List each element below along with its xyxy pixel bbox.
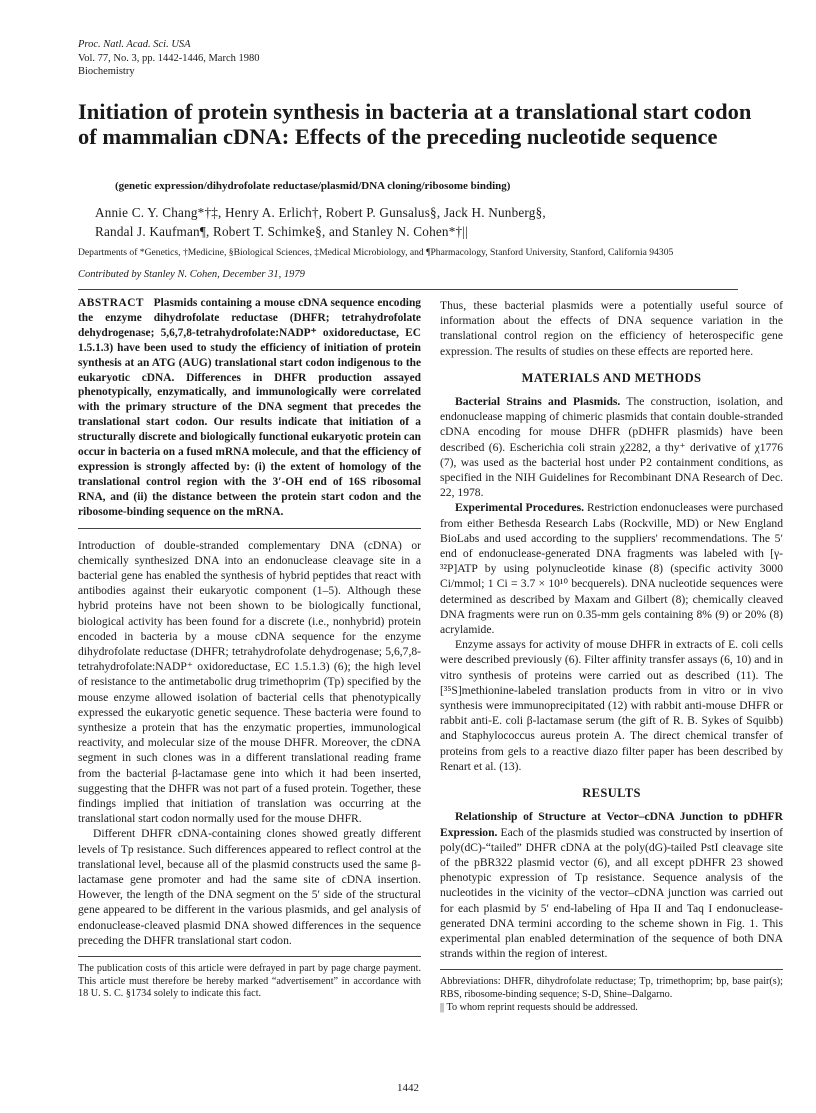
procedures-text: Restriction endonucleases were purchased from either Bethesda Research Labs (Rockville, MD) or New England BioLabs and used according to the suppliers' recommendations. The 5′ end of endonuclease-generated DNA fragments was labeled with [γ-³²P]ATP by using polynucleotide kinase (8) (specific activity 3000 Ci/mmol; 1 Ci = 3.7 × 10¹⁰ becquerels). DNA nucleotide sequences were determined as described by Maxam and Gilbert (8); chemically cleaved DNA fragments were run on 0.35-mm gels containing 8% (9) or 20% (8) acrylamide.: [440, 501, 783, 637]
relationship-subheading: Relationship of Structure at Vector–cDNA Junction to pDHFR Expression.: [440, 810, 783, 839]
journal-volume: Vol. 77, No. 3, pp. 1442-1446, March 1980: [78, 52, 260, 64]
relationship-text: Each of the plasmids studied was constructed by insertion of poly(dC)-“tailed” DHFR cDNA at the poly(dG)-tailed PstI cleavage site of the pBR322 plasmid vector (6), and all except pDHFR 23 showed phenotypic expression of Tp resistance. Sequence analysis of the nucleotides in the vicinity of the vector–cDNA junction was carried out for each plasmid by 5′ end-labeling of Hpa II and Taq I endonuclease-generated DNA termini according to the scheme shown in Fig. 1. This experimental plan enabled determination of the sequence of both DNA strands within the region of interest.: [440, 825, 783, 961]
continued-paragraph: Thus, these bacterial plasmids were a potentially useful source of information about the effects of DNA sequence variation in the translational control region on the efficiency of heterospecific gene expression. The results of studies on these effects are reported here.: [440, 299, 783, 358]
affiliations: Departments of *Genetics, †Medicine, §Biological Sciences, ‡Medical Microbiology, and ¶Pharmacology, Stanford University, Stanford, California 94305: [78, 247, 674, 258]
strains-subheading: Bacterial Strains and Plasmids.: [455, 395, 621, 409]
journal-header: [78, 38, 260, 79]
publication-footnote: The publication costs of this article were defrayed in part by page charge payment. This article must therefore be hereby marked “advertisement” in accordance with 18 U. S. C. §1734 solely to indicate this fact.: [78, 963, 421, 1000]
header-divider: [78, 289, 738, 290]
abstract-divider: [78, 528, 421, 529]
procedures-subheading: Experimental Procedures.: [455, 501, 585, 515]
footnote-divider: [78, 956, 421, 957]
author-line-2: Randal J. Kaufman¶, Robert T. Schimke§, and Stanley N. Cohen*†||: [95, 223, 468, 239]
strains-text: The construction, isolation, and endonuclease mapping of chimeric plasmids that contain double-stranded cDNA encoding for mouse DHFR (pDHFR plasmids) have been described (6). Escherichia coli strain χ2282, a thy⁺ derivative of χ1776 (7), was used as the bacterial host under P2 containment conditions, as specified in the NIH Guidelines for Recombinant DNA Research of Dec. 22, 1978.: [440, 395, 783, 500]
contributed-by: Contributed by Stanley N. Cohen, December 31, 1979: [78, 269, 305, 280]
intro-paragraph-1: Introduction of double-stranded complementary DNA (cDNA) or chemically synthesized DNA into an endonuclease cleavage site in a bacterial gene has enabled the synthesis of hybrid peptides that react with antibodies against their eukaryotic component (1–5). Although these hybrid proteins have not been shown to be biologically functional, biological activity has been found for a discrete (i.e., nonhybrid) protein encoded in bacteria by a mouse cDNA sequence for the enzyme dihydrofolate reductase (DHFR; tetrahydrofolate dehydrogenase; 5,6,7,8-tetrahydrofolate:NADP⁺ oxidoreductase, EC 1.5.1.3) (6); the high level of resistance to the antimetabolic drug trimethoprim (Tp) specified by the mouse enzyme allowed isolation of bacterial cells that phenotypically expressed the eukaryotic genetic sequence. These bacteria were found to synthesize a protein that has the enzymatic properties, immunological reactivity, and molecular size of the mouse DHFR. Moreover, the cDNA segment in such clones was in a different translational reading frame from the bacterial β-lactamase gene into which it had been inserted, suggesting that the DHFR was not part of a fused protein. Together, these findings implied that initiation of translation was occurring at the translational start codon normally used for the mouse DHFR.: [78, 538, 421, 826]
abstract: [78, 296, 421, 520]
abbreviations-divider: [440, 969, 783, 970]
author-list: [95, 204, 795, 241]
reprint-note: || To whom reprint requests should be addressed.: [440, 1001, 638, 1013]
intro-paragraph-2: Different DHFR cDNA-containing clones showed greatly different levels of Tp resistance. Such differences appeared to reflect control at the translational level, because all of the plasmid constructs used the same β-lactamase gene promoter and had the same site of cDNA insertion. However, the length of the DNA segment on the 5′ side of the structural gene appeared to be different in the various plasmids, and gel analysis of endonuclease-cleaved plasmid DNA showed differences in the sequence preceding the DHFR translational start codon.: [78, 827, 421, 947]
left-column: [78, 296, 421, 1001]
methods-heading: MATERIALS AND METHODS: [521, 370, 702, 385]
journal-section: Biochemistry: [78, 66, 135, 77]
right-column: [440, 298, 783, 1014]
procedures-paragraph: [440, 500, 783, 637]
page-number: 1442: [397, 1082, 419, 1094]
article-title: Initiation of protein synthesis in bacteria at a translational start codon of mammalian cDNA: Effects of the preceding nucleotide sequence: [78, 99, 752, 149]
strains-paragraph: [440, 394, 783, 500]
assays-paragraph: Enzyme assays for activity of mouse DHFR in extracts of E. coli cells were described previously (6). Filter affinity transfer assays (6, 10) and in vitro synthesis of proteins were carried out as described (11). The [³⁵S]methionine-labeled translation products from in vitro or in vivo synthesis were immunoprecipitated (12) with rabbit anti-mouse DHFR or rabbit anti-E. coli β-lactamase serum (the gift of R. B. Sykes of Squibb) and Staphylococcus aureus protein A. The direct chemical transfer of proteins from gels to a reactive diazo filter paper has been described by Renart et al. (13).: [440, 638, 783, 773]
abbreviations: Abbreviations: DHFR, dihydrofolate reductase; Tp, trimethoprim; bp, base pair(s); RBS, ribosome-binding sequence; S-D, Shine–Dalgarno.: [440, 976, 783, 1000]
keywords: (genetic expression/dihydrofolate reductase/plasmid/DNA cloning/ribosome binding): [115, 180, 511, 192]
abstract-label: ABSTRACT: [78, 297, 145, 309]
results-heading: RESULTS: [582, 786, 641, 801]
abstract-text: Plasmids containing a mouse cDNA sequence encoding the enzyme dihydrofolate reductase (DHFR; tetrahydrofolate dehydrogenase; 5,6,7,8-tetrahydrofolate:NADP⁺ oxidoreductase, EC 1.5.1.3) have been used to study the efficiency of initiation of protein synthesis at an ATG (AUG) translational start codon indigenous to the eukaryotic cDNA. Differences in DHFR production assayed phenotypically, enzymatically, and immunologically were correlated with the primary structure of the DNA segment that precedes the translational start codon. Our results indicate that initiation of a structurally discrete and biologically functional eukaryotic protein can occur in bacteria on a fused mRNA molecule, and that the efficiency of expression is strongly affected by: (i) the extent of homology of the translational control region with the 3′-OH end of 16S ribosomal RNA, and (ii) the distance between the protein start codon and the ribosome-binding sequence on the mRNA.: [78, 297, 422, 518]
author-line-1: Annie C. Y. Chang*†‡, Henry A. Erlich†, Robert P. Gunsalus§, Jack H. Nunberg§,: [95, 205, 546, 220]
journal-name: Proc. Natl. Acad. Sci. USA: [78, 39, 191, 50]
relationship-paragraph: [440, 809, 783, 961]
